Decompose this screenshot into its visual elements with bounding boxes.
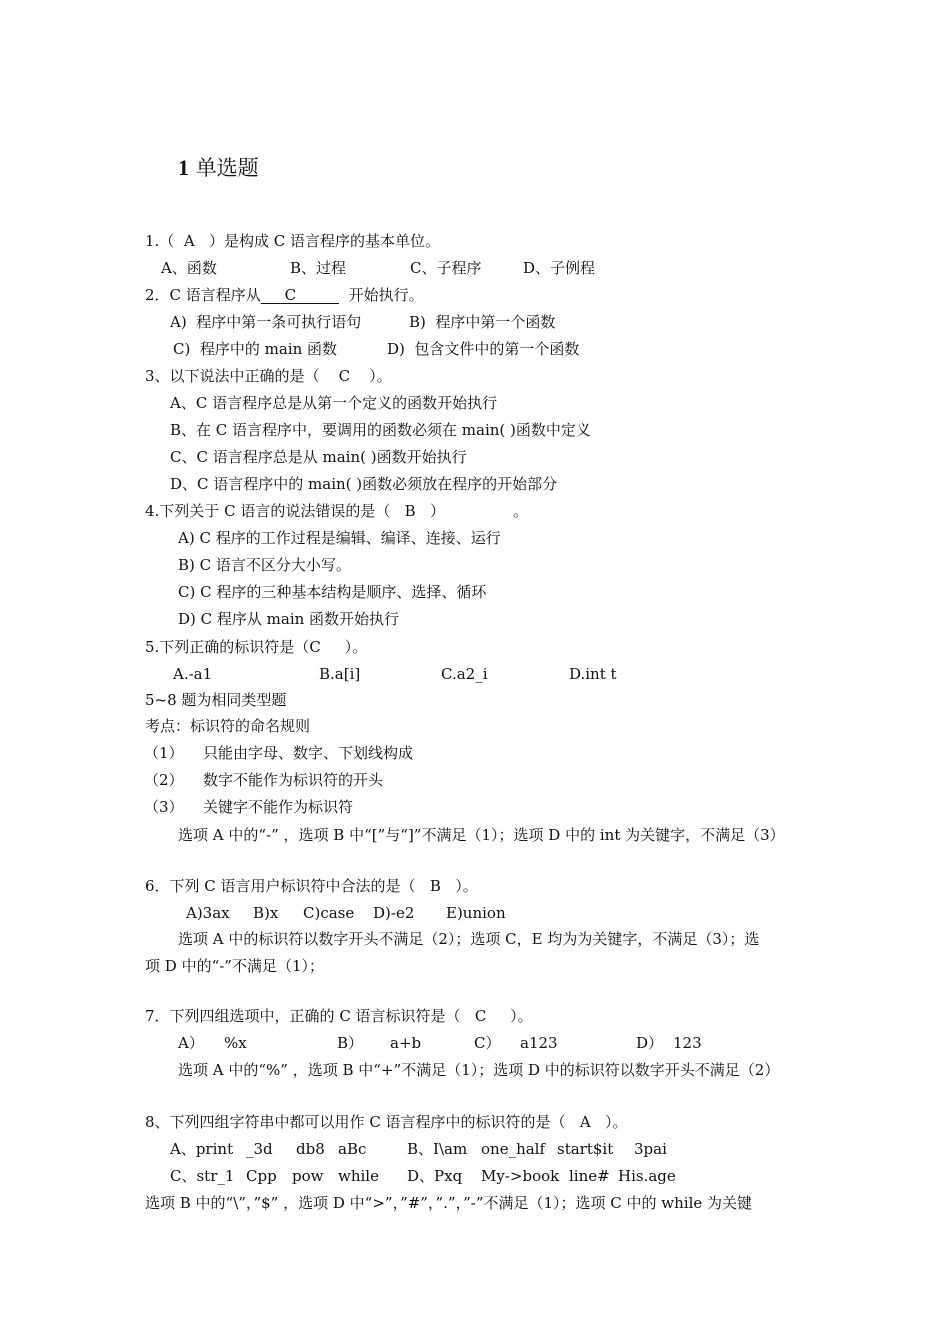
q6-explanation-2: 项 D 中的“-”不满足（1）； <box>145 957 325 975</box>
q5-stem: 5.下列正确的标识符是（C ）。 <box>145 638 368 656</box>
q7-option-b-value: a+b <box>390 1034 422 1052</box>
q7-stem: 7．下列四组选项中，正确的 C 语言标识符是（ C ）。 <box>145 1007 533 1025</box>
q8-option-c-label: C、str_1 <box>170 1167 235 1185</box>
q8-option-b-label: B、I\am <box>407 1140 468 1158</box>
section-title <box>178 154 259 182</box>
q2-prefix: 2．C 语言程序从 <box>145 286 261 304</box>
q2-option-d: D) 包含文件中的第一个函数 <box>387 340 580 358</box>
q4-option-d: D) C 程序从 main 函数开始执行 <box>178 610 400 628</box>
q4-stem: 4.下列关于 C 语言的说法错误的是（ B ） <box>145 502 445 520</box>
rule-2-number: （2） <box>144 771 184 789</box>
q3-option-b: B、在 C 语言程序中，要调用的函数必须在 main( )函数中定义 <box>170 421 591 439</box>
q3-option-c: C、C 语言程序总是从 main( )函数开始执行 <box>170 448 467 466</box>
q7-option-c-label: C） <box>474 1034 501 1052</box>
q6-option-a: A)3ax <box>186 904 230 922</box>
q8-option-c-item: pow <box>292 1167 324 1185</box>
q8-option-c-item: Cpp <box>246 1167 277 1185</box>
q5-option-d: D.int t <box>569 665 617 683</box>
note-line-1: 5~8 题为相同类型题 <box>145 691 287 709</box>
q8-option-a-label: A、print <box>170 1140 234 1158</box>
q5-option-a: A.-a1 <box>173 665 213 683</box>
note-line-2: 考点：标识符的命名规则 <box>145 717 311 735</box>
q7-option-c-value: a123 <box>520 1034 558 1052</box>
q4-option-b: B) C 语言不区分大小写。 <box>178 556 351 574</box>
q6-option-b: B)x <box>253 904 279 922</box>
rule-3-number: （3） <box>144 798 184 816</box>
q3-stem: 3、以下说法中正确的是（ C ）。 <box>145 367 392 385</box>
q3-option-d: D、C 语言程序中的 main( )函数必须放在程序的开始部分 <box>170 475 558 493</box>
q8-option-d-label: D、Pxq <box>407 1167 463 1185</box>
q8-option-a-item: aBc <box>338 1140 367 1158</box>
q6-stem: 6．下列 C 语言用户标识符中合法的是（ B ）。 <box>145 877 478 895</box>
q1-option-a: A、函数 <box>161 259 217 277</box>
rule-1-text: 只能由字母、数字、下划线构成 <box>203 744 414 762</box>
q8-option-a-item: _3d <box>246 1140 273 1158</box>
q6-explanation-1: 选项 A 中的标识符以数字开头不满足（2）；选项 C，E 均为为关键字，不满足（3）；选 <box>178 930 760 948</box>
q2-answer-blank: C <box>260 286 340 304</box>
q8-option-d-item: His.age <box>618 1167 676 1185</box>
q2-suffix: 开始执行。 <box>339 286 424 304</box>
q7-option-a-label: A） <box>178 1034 204 1052</box>
q8-option-b-item: start$it <box>557 1140 614 1158</box>
rule-3-text: 关键字不能作为标识符 <box>203 798 354 816</box>
q7-explanation: 选项 A 中的“%” ，选项 B 中“+”不满足（1）；选项 D 中的标识符以数字开头不满足（2） <box>178 1061 780 1079</box>
section-heading: 单选题 <box>195 156 259 180</box>
q6-option-d: D)-e2 <box>373 904 415 922</box>
q8-stem: 8、下列四组字符串中都可以用作 C 语言程序中的标识符的是（ A ）。 <box>145 1113 628 1131</box>
q5-option-c: C.a2_i <box>441 665 488 683</box>
q4-option-c: C) C 程序的三种基本结构是顺序、选择、循环 <box>178 583 487 601</box>
q4-option-a: A) C 程序的工作过程是编辑、编译、连接、运行 <box>178 529 501 547</box>
q2-stem <box>145 285 424 305</box>
q8-explanation: 选项 B 中的“\”，”$” ，选项 D 中“>”，”#”，”.”，”-”不满足（1）；选项 C 中的 while 为关键 <box>145 1194 753 1212</box>
note-explanation: 选项 A 中的“-” ，选项 B 中“[”与“]”不满足（1）；选项 D 中的 int 为关键字，不满足（3） <box>178 826 785 844</box>
rule-1-number: （1） <box>144 744 184 762</box>
q8-option-b-item: one_half <box>481 1140 546 1158</box>
q1-stem: 1.（ A ）是构成 C 语言程序的基本单位。 <box>145 232 440 250</box>
q1-option-d: D、子例程 <box>523 259 596 277</box>
q7-option-b-label: B） <box>337 1034 364 1052</box>
q8-option-d-item: line# <box>569 1167 610 1185</box>
q7-option-a-value: %x <box>224 1034 247 1052</box>
q3-option-a: A、C 语言程序总是从第一个定义的函数开始执行 <box>170 394 498 412</box>
q2-option-b: B) 程序中第一个函数 <box>409 313 556 331</box>
q1-option-c: C、子程序 <box>410 259 482 277</box>
q1-option-b: B、过程 <box>290 259 347 277</box>
q2-option-c: C) 程序中的 main 函数 <box>173 340 338 358</box>
q5-option-b: B.a[i] <box>319 665 361 683</box>
q4-stem-end: 。 <box>513 502 529 520</box>
q6-option-e: E)union <box>446 904 506 922</box>
q6-option-c: C)case <box>303 904 355 922</box>
q8-option-b-item: 3pai <box>634 1140 667 1158</box>
section-number: 1 <box>178 155 189 180</box>
rule-2-text: 数字不能作为标识符的开头 <box>203 771 384 789</box>
q2-option-a: A) 程序中第一条可执行语句 <box>170 313 362 331</box>
q7-option-d-label: D） <box>636 1034 664 1052</box>
q7-option-d-value: 123 <box>673 1034 702 1052</box>
q8-option-d-item: My->book <box>481 1167 560 1185</box>
q8-option-c-item: while <box>338 1167 379 1185</box>
q8-option-a-item: db8 <box>296 1140 325 1158</box>
